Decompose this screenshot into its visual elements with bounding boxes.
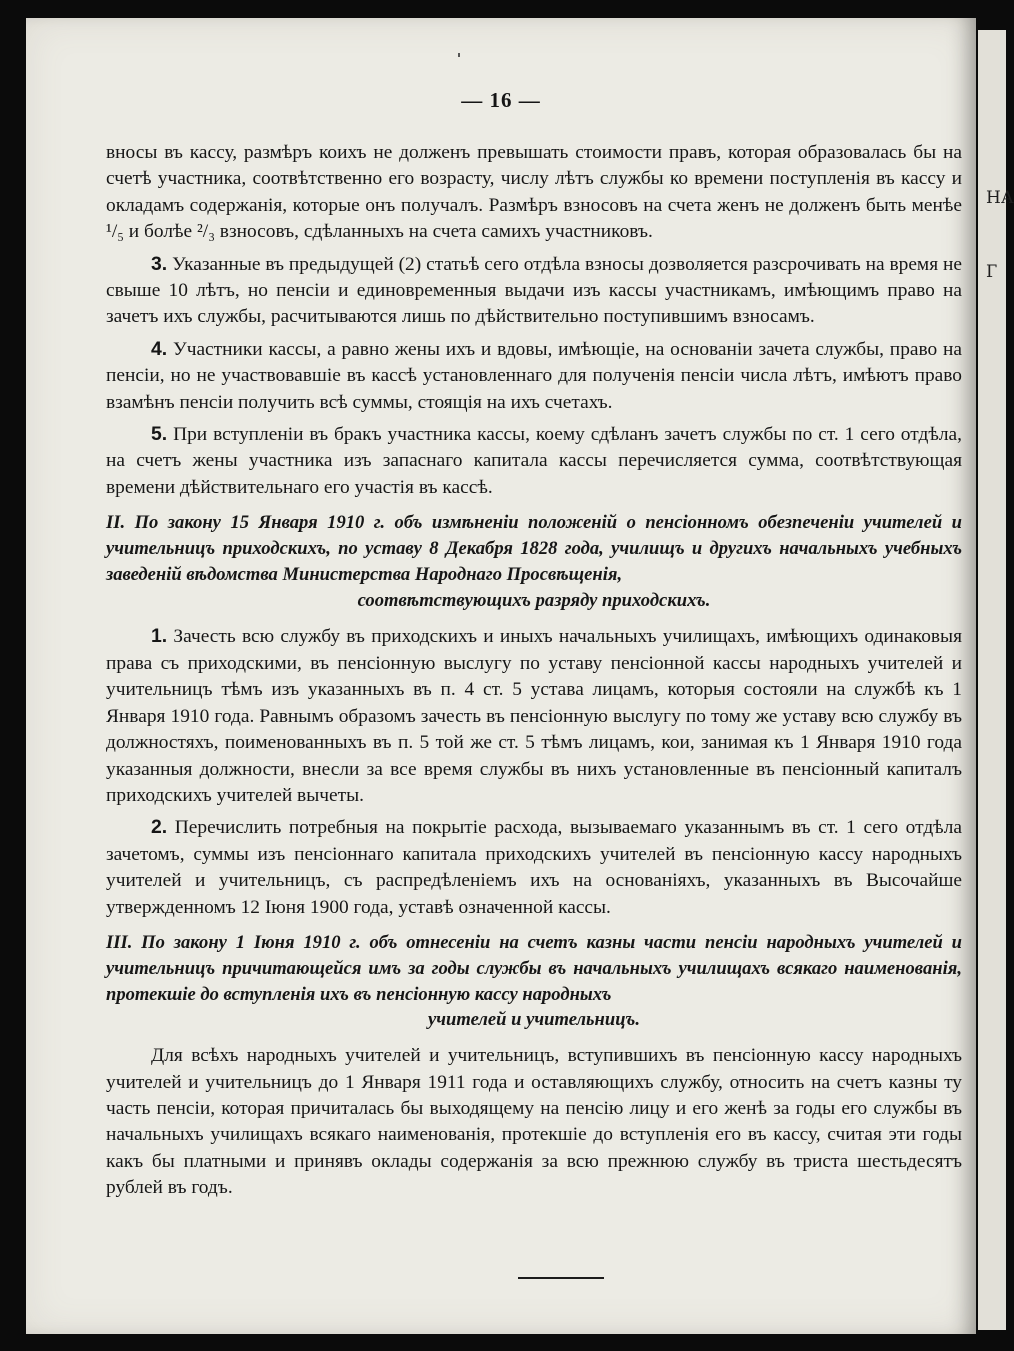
item-number: 2. (151, 816, 168, 839)
next-page-fragment: Г (986, 262, 998, 282)
page-text (106, 140, 962, 1202)
item-number: 1. (151, 625, 168, 648)
paper-speck (458, 53, 460, 57)
heading-last-line: соотвѣтствующихъ разряду приходскихъ. (357, 589, 711, 611)
item-text: Перечислить потребныя на покрытіе расхода, вызываемаго указаннымъ въ ст. 1 сего отдѣла зачетомъ, суммы изъ пенсіоннаго капитала приходскихъ учителей въ пенсіонную кассу народныхъ учителей и учительницъ, съ распредѣленіемъ ихъ на основаніяхъ, указанныхъ въ Высочайше утвержденномъ 12 Іюня 1900 года, уставѣ означенной кассы. (106, 817, 962, 918)
page-number: — 16 — (461, 88, 541, 112)
closing-paragraph: Для всѣхъ народныхъ учителей и учительницъ, вступившихъ въ пенсіонную кассу народныхъ учителей и учительницъ до 1 Января 1911 года и оставляющихъ службу, относить на счетъ казны ту часть пенсіи, которая причиталась бы выходящему на пенсію лицу и его женѣ за годы его службы въ начальныхъ училищахъ всякаго наименованія, протекшіе до вступленія его въ кассу, считая эти годы какъ бы платными и принявъ оклады содержанія за всю прежнюю службу въ триста шестьдесятъ рублей въ годъ. (106, 1045, 962, 1199)
paragraph-item (106, 336, 962, 416)
heading-text: II. По закону 15 Января 1910 г. объ измѣненіи положеній о пенсіонномъ обезпеченіи учителей и учительницъ приходскихъ, по уставу 8 Декабря 1828 года, училищъ и другихъ начальныхъ учебныхъ заведеній вѣдомства Министерства Народнаго Просвѣщенія, (106, 512, 962, 585)
next-page-edge (978, 30, 1014, 1330)
heading-text: III. По закону 1 Іюня 1910 г. объ отнесеніи на счетъ казны части пенсіи народныхъ учителей и учительницъ причитающейся имъ за годы службы въ начальныхъ училищахъ всякаго наименованія, протекшіе до вступленія ихъ въ пенсіонную кассу народныхъ (106, 931, 962, 1005)
book-page (26, 18, 976, 1334)
item-number: 4. (151, 337, 168, 360)
item-text: Участники кассы, а равно жены ихъ и вдовы, имѣющіе, на основаніи зачета службы, право на пенсіи, но не участвовавшіе въ кассѣ установленнаго для полученія пенсіи числа лѣтъ, имѣютъ право взамѣнъ пенсіи получить всѣ суммы, стоящія на ихъ счетахъ. (106, 338, 962, 413)
item-text: Зачесть всю службу въ приходскихъ и иныхъ начальныхъ училищахъ, имѣющихъ одинаковыя права съ приходскими, въ пенсіонную выслугу по уставу пенсіонной кассы народныхъ учителей и учительницъ тѣмъ изъ указанныхъ въ п. 4 ст. 5 устава лицамъ, которыя состояли на службѣ къ 1 Января 1910 года. Равнымъ образомъ зачесть въ пенсіонную выслугу по тому же уставу всю службу въ должностяхъ, поименованныхъ въ п. 5 той же ст. 5 тѣмъ лицамъ, кои, занимая къ 1 Января 1910 года указанныя должности, внесли за все время службы въ нихъ установленные въ пенсіонный капиталъ приходскихъ учителей вычеты. (106, 626, 962, 806)
next-page-fragment: НА (986, 188, 1014, 208)
item-text: При вступленіи въ бракъ участника кассы, коему сдѣланъ зачетъ службы по ст. 1 сего отдѣла, на счетъ жены участника изъ запаснаго капитала кассы перечисляется сумма, соотвѣтствующая времени дѣйствительнаго его участія въ кассѣ. (106, 424, 962, 498)
intro-paragraph: вносы въ кассу, размѣръ коихъ не долженъ превышать стоимости правъ, которая образовалась бы на счетѣ участника, соотвѣтственно его возрасту, числу лѣтъ службы ко времени поступленія въ кассу и окладамъ содержанія, которые онъ получалъ. Размѣръ взносовъ на счета женъ не долженъ быть менѣе ¹/₅ и болѣе ²/₃ взносовъ, сдѣланныхъ на счета самихъ участниковъ. (106, 142, 962, 243)
end-rule (518, 1277, 604, 1279)
paragraph-item (106, 814, 962, 921)
heading-last-line: учителей и учительницъ. (428, 1009, 640, 1031)
section-heading-ii (106, 510, 962, 613)
paragraph-item (106, 623, 962, 809)
paragraph-item (106, 251, 962, 331)
item-text: Указанные въ предыдущей (2) статьѣ сего отдѣла взносы дозволяется разсрочивать на время не свыше 10 лѣтъ, но пенсіи и единовременныя выдачи изъ кассы участникамъ, имѣющимъ право на зачетъ ихъ службы, расчитываются лишь по дѣйствительно поступившимъ взносамъ. (106, 253, 962, 328)
item-number: 3. (151, 252, 168, 275)
section-heading-iii (106, 930, 962, 1033)
paragraph-item (106, 421, 962, 501)
item-number: 5. (151, 423, 168, 446)
